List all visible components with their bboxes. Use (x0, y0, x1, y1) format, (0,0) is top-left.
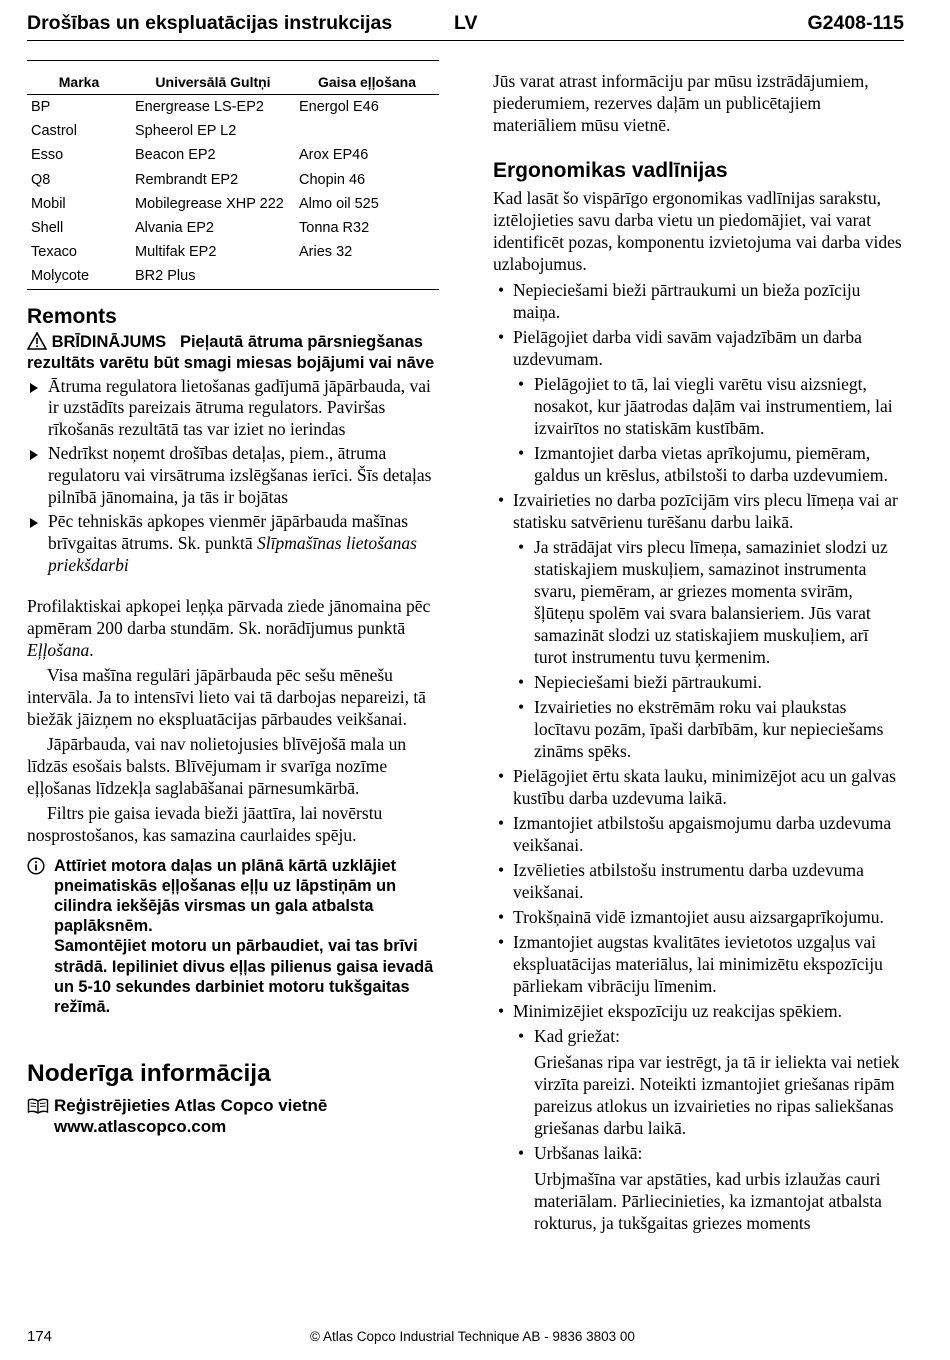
page-header (27, 10, 904, 41)
list-item-text: Izvairieties no ekstrēmām roku vai plaukstas locītavu pozām, īpaši darbībām, kur nepieciešams zināms spēks. (534, 697, 884, 761)
list-item (493, 859, 905, 903)
table-cell: Beacon EP2 (135, 147, 216, 164)
table-cell: Spheerol EP L2 (135, 123, 237, 140)
list-item-text: Izmantojiet augstas kvalitātes ievietotos uzgaļus vai ekspluatācijas materiālus, lai minimizētu ekspozīciju pārliekam vibrāciju līmenim. (513, 932, 883, 996)
cross-reference: Eļļošana (27, 639, 90, 660)
bullet-icon: • (518, 374, 525, 394)
table-cell: Energrease LS-EP2 (135, 99, 264, 116)
language-code: LV (454, 12, 478, 34)
paragraph (27, 595, 439, 661)
paragraph: Jāpārbauda, vai nav nolietojusies blīvējošā mala un līdzās esošais balsts. Blīvējumam ir svarīga nozīme eļļošanas līdzekļa saglabāšanai pārnesumkārbā. (27, 733, 407, 798)
bullet-icon: • (518, 1026, 525, 1046)
table-row (27, 216, 439, 240)
sub-list-item (513, 373, 905, 439)
bullet-icon: • (518, 697, 525, 717)
table-cell: Energol E46 (299, 99, 379, 116)
table-row (27, 119, 439, 143)
sub-list-item (513, 671, 905, 693)
list-item-text: Izmantojiet darba vietas aprīkojumu, piemēram, galdus un krēslus, atbilstoši to darba uzdevumiem. (534, 443, 888, 485)
list-item-text: Izmantojiet atbilstošu apgaismojumu darba uzdevuma veikšanai. (513, 813, 892, 855)
list-item-text: Nepieciešami bieži pārtraukumi un bieža pozīciju maiņa. (513, 280, 861, 322)
list-item (493, 812, 905, 856)
page-number: 174 (27, 1328, 53, 1345)
list-item-text: Pielāgojiet to tā, lai viegli varētu visu aizsniegt, nosakot, kur jāatrodas daļām vai instrumentiem, lai izvairītos no statiskām kustībām. (534, 374, 893, 438)
list-item-text: Nedrīkst noņemt drošības detaļas, piem., ātruma regulatoru vai virsātruma izslēgšanas ierīci. Šīs detaļas pilnībā jānomaina, ja tās ir bojātas (48, 443, 432, 507)
table-cell (295, 264, 439, 289)
info-circle-icon (27, 857, 45, 875)
paragraph: Visa mašīna regulāri jāpārbauda pēc sešu mēnešu intervāla. Ja to intensīvi lieto vai tā darbojas nepareizi, tā biežāk jāizņem no ekspluatācijas pārbaudes veikšanai. (27, 664, 426, 729)
bullet-icon: • (518, 443, 525, 463)
document-title: Drošības un ekspluatācijas instrukcijas (27, 12, 393, 34)
bullet-icon: • (498, 813, 505, 833)
list-item (27, 511, 439, 576)
table-row (27, 264, 439, 289)
sub-list (513, 373, 905, 486)
table-row (27, 192, 439, 216)
list-item (493, 279, 905, 323)
bullet-icon: • (518, 672, 525, 692)
list-item-text: Izvairieties no darba pozīcijām virs plecu līmeņa vai ar statisku satvērienu turēšanu darbu laikā. (513, 490, 898, 532)
registration-note (27, 1095, 439, 1137)
table-cell: Molycote (27, 264, 131, 289)
table-cell: Tonna R32 (299, 220, 370, 237)
list-item (493, 1000, 905, 1234)
arrow-bullet-icon (30, 518, 38, 528)
table-row (27, 95, 439, 120)
registration-text: Reģistrējieties Atlas Copco vietnē (54, 1096, 328, 1116)
table-cell: Multifak EP2 (135, 244, 217, 261)
sub-list-item (513, 696, 905, 762)
section-title-remonts: Remonts (27, 304, 117, 328)
table-cell: Castrol (31, 123, 77, 140)
sub-list (513, 1025, 905, 1234)
list-item (493, 489, 905, 762)
list-item-text: Pielāgojiet darba vidi savām vajadzībām un darba uzdevumam. (513, 327, 862, 369)
list-item (493, 931, 905, 997)
arrow-bullet-icon (30, 450, 38, 460)
bullet-icon: • (498, 490, 505, 510)
section-title-noderiga: Noderīga informācija (27, 1060, 271, 1088)
list-item-text: Trokšņainā vidē izmantojiet ausu aizsargaprīkojumu. (513, 907, 884, 927)
col-header-brand: Marka (27, 61, 131, 95)
bullet-icon: • (498, 280, 505, 300)
table-cell: BR2 Plus (131, 264, 295, 289)
sub-list-item (513, 1142, 905, 1234)
right-column (493, 70, 905, 1237)
bullet-icon: • (498, 327, 505, 347)
bullet-icon: • (498, 860, 505, 880)
info-note (27, 856, 439, 1018)
sub-list-item (513, 536, 905, 668)
table-cell: Almo oil 525 (299, 195, 379, 212)
list-item (27, 376, 439, 441)
copyright: © Atlas Copco Industrial Technique AB - 9836 3803 00 (310, 1329, 635, 1344)
warning-text: Pieļautā ātruma pārsniegšanas rezultāts varētu būt smagi miesas bojājumi vai nāve (27, 332, 435, 372)
sub-list (513, 536, 905, 762)
bullet-icon: • (518, 537, 525, 557)
punctuation: . (89, 639, 94, 660)
note-text: Samontējiet motoru un pārbaudiet, vai tas brīvi strādā. Iepiliniet divus eļļas pilienus gaisa ievadā un 5-10 sekundes darbiniet motoru tukšgaitas režīmā. (54, 937, 434, 1017)
table-cell (295, 119, 439, 143)
bullet-icon: • (498, 907, 505, 927)
sub-item-detail: Griešanas ripa var iestrēgt, ja tā ir ieliekta vai netiek virzīta pareizi. Noteikti izmantojiet griešanas ripām pareizus atlokus un izvairieties no ripas saliekšanas griešanas darbu laikā. (534, 1052, 900, 1138)
table-cell: Arox EP46 (299, 147, 369, 164)
table-cell: Chopin 46 (299, 171, 366, 188)
section-title-ergonomics: Ergonomikas vadlīnijas (493, 159, 728, 182)
sub-list-item (513, 1025, 905, 1139)
list-item-text: Pēc tehniskās apkopes vienmēr jāpārbauda mašīnas brīvgaitas ātrums. Sk. punktā (48, 511, 409, 554)
table-cell: Alvania EP2 (135, 220, 214, 237)
table-cell: Esso (31, 147, 64, 164)
open-book-icon (27, 1097, 49, 1115)
list-item (493, 906, 905, 928)
bullet-icon: • (518, 1143, 525, 1163)
lubricant-table (27, 60, 439, 290)
table-cell: Mobil (31, 195, 66, 212)
list-item-text: Ja strādājat virs plecu līmeņa, samaziniet slodzi uz statiskajiem muskuļiem, samazinot instrumenta svaru, piemēram, ar griezes momenta svirām, šļūteņu spolēm vai svara balansieriem. Jūs varat samazināt slodzi uz statiskajiem muskuļiem, arī turot instrumentu tuvu ķermenim. (534, 537, 888, 667)
list-item-text: Nepieciešami bieži pārtraukumi. (534, 672, 762, 692)
list-item-text: Pielāgojiet ērtu skata lauku, minimizējot acu un galvas kustību darba uzdevuma laikā. (513, 766, 896, 808)
list-item-text: Urbšanas laikā: (534, 1143, 643, 1163)
table-cell: Mobilegrease XHP 222 (135, 195, 284, 212)
list-item (27, 443, 439, 508)
note-text: Attīriet motora daļas un plānā kārtā uzklājiet pneimatiskās eļļošanas eļļu uz lāpstiņām un cilindra iekšējās virsmas un gala atbalsta paplāksnēm. (54, 856, 397, 936)
arrow-bullet-icon (30, 383, 38, 393)
warning-list (27, 376, 439, 577)
paragraph: Kad lasāt šo vispārīgo ergonomikas vadlīnijas sarakstu, iztēlojieties savu darba vietu un piedomājiet, vai varat identificēt pozas, komponentu izvietojuma vai darba vides uzlabojumus. (493, 188, 902, 274)
list-item (493, 765, 905, 809)
table-row (27, 168, 439, 192)
paragraph-text: Profilaktiskai apkopei leņķa pārvada ziede jānomaina pēc apmēram 200 darba stundām. Sk. norādījumus punktā (27, 595, 431, 638)
table-row (27, 240, 439, 264)
warning-triangle-icon (27, 332, 47, 350)
warning-block (27, 332, 439, 374)
table-cell: BP (31, 99, 51, 116)
list-item-text: Kad griežat: (534, 1026, 620, 1046)
paragraph: Jūs varat atrast informāciju par mūsu izstrādājumiem, piederumiem, rezerves daļām un publicētajiem materiāliem mūsu vietnē. (493, 71, 869, 135)
table-cell: Rembrandt EP2 (135, 171, 239, 188)
list-item-text: Ātruma regulatora lietošanas gadījumā jāpārbauda, vai ir uzstādīts pareizais ātruma regulators. Paviršas rīkošanās rezultātā tas var iziet no ierindas (48, 375, 431, 440)
warning-label: BRĪDINĀJUMS (51, 332, 167, 351)
website-link[interactable]: www.atlascopco.com (54, 1117, 227, 1137)
table-cell: Q8 (31, 171, 51, 188)
sub-item-detail: Urbjmašīna var apstāties, kad urbis izlaužas cauri materiālam. Pārliecinieties, ka izmantojat atbalsta rokturus, ja tukšgaitas griezes moments (534, 1169, 882, 1233)
list-item-text: Izvēlieties atbilstošu instrumentu darba uzdevuma veikšanai. (513, 860, 864, 902)
table-cell: Shell (31, 220, 64, 237)
document-code: G2408-115 (807, 12, 904, 34)
list-item (493, 326, 905, 486)
ergonomics-list (493, 279, 905, 1234)
bullet-icon: • (498, 932, 505, 952)
table-cell: Aries 32 (299, 244, 353, 261)
col-header-air-lubrication: Gaisa eļļošana (295, 61, 439, 95)
col-header-universal-bearings: Universālā Gultņi (131, 61, 295, 95)
list-item-text: Minimizējiet ekspozīciju uz reakcijas spēkiem. (513, 1001, 842, 1021)
sub-list-item (513, 442, 905, 486)
paragraph: Filtrs pie gaisa ievada bieži jāattīra, lai novērstu nosprostošanos, kas samazina caurlaides spēju. (27, 802, 383, 845)
table-cell: Texaco (31, 244, 77, 261)
bullet-icon: • (498, 766, 505, 786)
bullet-icon: • (498, 1001, 505, 1021)
cross-reference: Slīpmašīnas lietošanas priekšdarbi (48, 533, 417, 575)
left-column (27, 60, 439, 1137)
table-row (27, 143, 439, 167)
